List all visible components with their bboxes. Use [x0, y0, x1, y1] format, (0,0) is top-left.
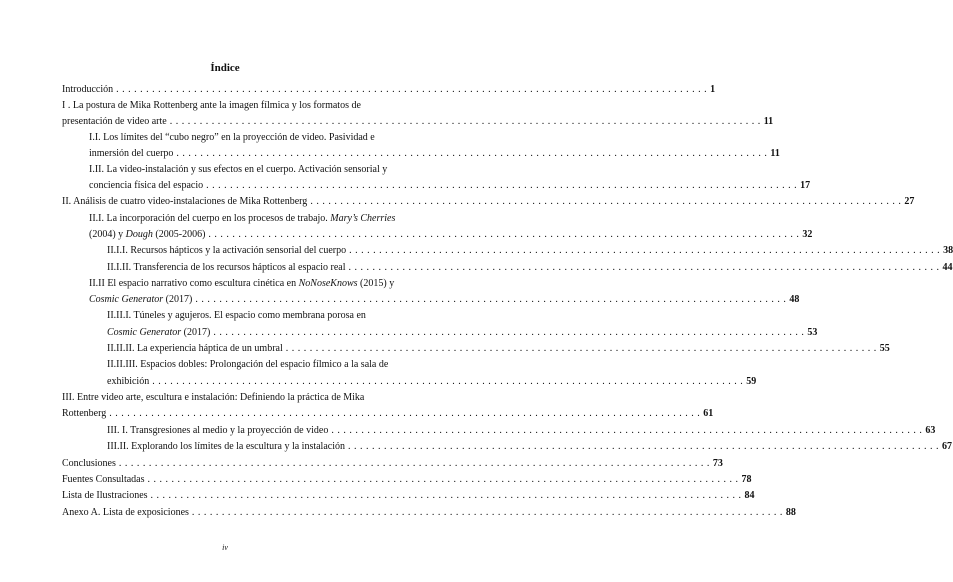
page-number: iv: [222, 543, 228, 552]
toc-entry-title: Cosmic Generator (2017): [107, 327, 211, 338]
dot-leader: . . . . . . . . . . . . . . . . . . . . . . . . . . . . . . . . . . . . . . . . . . . . . . . . . . . . . . . . . . . . . . . . . . . . . . . . . . . . . . . . . . . . . . . . . . . . . . . . . . .: [109, 408, 701, 419]
dot-leader: . . . . . . . . . . . . . . . . . . . . . . . . . . . . . . . . . . . . . . . . . . . . . . . . . . . . . . . . . . . . . . . . . . . . . . . . . . . . . . . . . . . . . . . . . . . . . . . . . . .: [147, 474, 739, 485]
toc-entry: [62, 390, 405, 406]
toc-entry: [89, 211, 405, 227]
dot-leader: . . . . . . . . . . . . . . . . . . . . . . . . . . . . . . . . . . . . . . . . . . . . . . . . . . . . . . . . . . . . . . . . . . . . . . . . . . . . . . . . . . . . . . . . . . . . . . . . . . .: [349, 245, 941, 256]
toc-page-number: 44: [942, 262, 953, 273]
toc-entry-title: Cosmic Generator (2017): [89, 294, 193, 305]
toc-entry-title: II.II El espacio narrativo como escultura cinética en NoNoseKnows (2015) y: [89, 278, 395, 289]
toc-entry-title: Anexo A. Lista de exposiciones: [62, 507, 189, 518]
toc-entry-title: Rottenberg: [62, 408, 107, 419]
toc-entry-title: II. Análisis de cuatro video-instalaciones de Mika Rottenberg: [62, 196, 308, 207]
toc-page-number: 53: [807, 327, 818, 338]
toc-entry: [62, 488, 755, 504]
toc-entry-title: conciencia física del espacio: [89, 180, 204, 191]
dot-leader: . . . . . . . . . . . . . . . . . . . . . . . . . . . . . . . . . . . . . . . . . . . . . . . . . . . . . . . . . . . . . . . . . . . . . . . . . . . . . . . . . . . . . . . . . . . . . . . . . . .: [310, 196, 902, 207]
toc-entry: [107, 374, 757, 390]
toc-page-number: 1: [710, 84, 716, 95]
toc-page-number: 32: [802, 229, 813, 240]
dot-leader: . . . . . . . . . . . . . . . . . . . . . . . . . . . . . . . . . . . . . . . . . . . . . . . . . . . . . . . . . . . . . . . . . . . . . . . . . . . . . . . . . . . . . . . . . . . . . . . . . . .: [347, 441, 939, 452]
toc-entry: [62, 472, 752, 488]
toc-entry-title: II.I.I. Recursos hápticos y la activación sensorial del cuerpo: [107, 245, 347, 256]
toc-entry-title: I.I. Los límites del “cubo negro” en la proyección de video. Pasividad e: [89, 132, 375, 143]
toc-entry: [107, 357, 405, 373]
dot-leader: . . . . . . . . . . . . . . . . . . . . . . . . . . . . . . . . . . . . . . . . . . . . . . . . . . . . . . . . . . . . . . . . . . . . . . . . . . . . . . . . . . . . . . . . . . . . . . . . . . .: [331, 425, 923, 436]
dot-leader: . . . . . . . . . . . . . . . . . . . . . . . . . . . . . . . . . . . . . . . . . . . . . . . . . . . . . . . . . . . . . . . . . . . . . . . . . . . . . . . . . . . . . . . . . . . . . . . . . . .: [195, 294, 787, 305]
toc-entry: [107, 325, 818, 341]
dot-leader: . . . . . . . . . . . . . . . . . . . . . . . . . . . . . . . . . . . . . . . . . . . . . . . . . . . . . . . . . . . . . . . . . . . . . . . . . . . . . . . . . . . . . . . . . . . . . . . . . . .: [213, 327, 805, 338]
toc-page-number: 38: [943, 245, 953, 256]
toc-entry-title: II.II.III. Espacios dobles: Prolongación del espacio fílmico a la sala de: [107, 359, 389, 370]
toc-entry: [107, 341, 890, 357]
toc-page-number: 63: [925, 425, 936, 436]
toc-entry: [89, 130, 405, 146]
toc-entry-title: II.I. La incorporación del cuerpo en los procesos de trabajo. Mary’s Cherries: [89, 213, 396, 224]
toc-page-number: 78: [741, 474, 752, 485]
toc-entry-title: Introducción: [62, 84, 114, 95]
toc-entry: [62, 194, 915, 210]
toc-entry: [89, 178, 811, 194]
toc-page-number: 88: [785, 507, 796, 518]
dot-leader: . . . . . . . . . . . . . . . . . . . . . . . . . . . . . . . . . . . . . . . . . . . . . . . . . . . . . . . . . . . . . . . . . . . . . . . . . . . . . . . . . . . . . . . . . . . . . . . . . . .: [176, 148, 768, 159]
toc-entry-title: I . La postura de Mika Rottenberg ante la imagen fílmica y los formatos de: [62, 100, 361, 111]
toc-entry: [107, 308, 405, 324]
dot-leader: . . . . . . . . . . . . . . . . . . . . . . . . . . . . . . . . . . . . . . . . . . . . . . . . . . . . . . . . . . . . . . . . . . . . . . . . . . . . . . . . . . . . . . . . . . . . . . . . . . .: [206, 180, 798, 191]
dot-leader: . . . . . . . . . . . . . . . . . . . . . . . . . . . . . . . . . . . . . . . . . . . . . . . . . . . . . . . . . . . . . . . . . . . . . . . . . . . . . . . . . . . . . . . . . . . . . . . . . . .: [191, 507, 783, 518]
toc-page-number: 59: [746, 376, 757, 387]
dot-leader: . . . . . . . . . . . . . . . . . . . . . . . . . . . . . . . . . . . . . . . . . . . . . . . . . . . . . . . . . . . . . . . . . . . . . . . . . . . . . . . . . . . . . . . . . . . . . . . . . . .: [348, 262, 940, 273]
toc-entry: [107, 439, 952, 455]
toc-entry: [89, 146, 780, 162]
toc-entry: [62, 82, 716, 98]
toc-entry-title: III.II. Explorando los límites de la escultura y la instalación: [107, 441, 345, 452]
toc-entry-title: presentación de video arte: [62, 116, 167, 127]
toc-page-number: 27: [904, 196, 915, 207]
toc-page-number: 11: [770, 148, 780, 159]
toc-page-number: 17: [800, 180, 811, 191]
toc-entry: [89, 227, 813, 243]
page-title: Índice: [210, 62, 240, 74]
toc-page-number: 67: [941, 441, 952, 452]
dot-leader: . . . . . . . . . . . . . . . . . . . . . . . . . . . . . . . . . . . . . . . . . . . . . . . . . . . . . . . . . . . . . . . . . . . . . . . . . . . . . . . . . . . . . . . . . . . . . . . . . . .: [118, 458, 710, 469]
toc-entry-title: exhibición: [107, 376, 150, 387]
toc-entry: [62, 114, 774, 130]
toc-entry: [62, 456, 723, 472]
toc-entry-title: II.II.I. Túneles y agujeros. El espacio como membrana porosa en: [107, 310, 366, 321]
toc-page-number: 48: [789, 294, 800, 305]
toc-entry-title: II.II.II. La experiencia háptica de un umbral: [107, 343, 283, 354]
toc-entry: [89, 162, 405, 178]
toc-entry-title: III. Entre video arte, escultura e instalación: Definiendo la práctica de Mika: [62, 392, 365, 403]
toc-entry-title: III. I. Transgresiones al medio y la proyección de video: [107, 425, 329, 436]
toc-entry-title: I.II. La video-instalación y sus efectos en el cuerpo. Activación sensorial y: [89, 164, 388, 175]
toc-entry: [62, 505, 796, 521]
toc-page-number: 73: [712, 458, 723, 469]
toc-entry-title: inmersión del cuerpo: [89, 148, 174, 159]
toc-entry-title: (2004) y Dough (2005-2006): [89, 229, 206, 240]
toc-page-number: 55: [879, 343, 890, 354]
dot-leader: . . . . . . . . . . . . . . . . . . . . . . . . . . . . . . . . . . . . . . . . . . . . . . . . . . . . . . . . . . . . . . . . . . . . . . . . . . . . . . . . . . . . . . . . . . . . . . . . . . .: [169, 116, 761, 127]
toc-entry: [107, 423, 936, 439]
toc-page-number: 11: [763, 116, 774, 127]
dot-leader: . . . . . . . . . . . . . . . . . . . . . . . . . . . . . . . . . . . . . . . . . . . . . . . . . . . . . . . . . . . . . . . . . . . . . . . . . . . . . . . . . . . . . . . . . . . . . . . . . . .: [152, 376, 744, 387]
toc-entry-title: II.I.II. Transferencia de los recursos hápticos al espacio real: [107, 262, 346, 273]
toc-entry: [89, 276, 405, 292]
toc-entry-title: Fuentes Consultadas: [62, 474, 145, 485]
toc-entry-title: Conclusiones: [62, 458, 116, 469]
toc-entry-title: Lista de Ilustraciones: [62, 490, 148, 501]
dot-leader: . . . . . . . . . . . . . . . . . . . . . . . . . . . . . . . . . . . . . . . . . . . . . . . . . . . . . . . . . . . . . . . . . . . . . . . . . . . . . . . . . . . . . . . . . . . . . . . . . . .: [150, 490, 742, 501]
dot-leader: . . . . . . . . . . . . . . . . . . . . . . . . . . . . . . . . . . . . . . . . . . . . . . . . . . . . . . . . . . . . . . . . . . . . . . . . . . . . . . . . . . . . . . . . . . . . . . . . . . .: [208, 229, 800, 240]
toc-entry: [107, 260, 953, 276]
toc-page-number: 61: [703, 408, 714, 419]
toc-entry: [62, 98, 405, 114]
dot-leader: . . . . . . . . . . . . . . . . . . . . . . . . . . . . . . . . . . . . . . . . . . . . . . . . . . . . . . . . . . . . . . . . . . . . . . . . . . . . . . . . . . . . . . . . . . . . . . . . . . .: [116, 84, 708, 95]
toc-entry: [89, 292, 800, 308]
dot-leader: . . . . . . . . . . . . . . . . . . . . . . . . . . . . . . . . . . . . . . . . . . . . . . . . . . . . . . . . . . . . . . . . . . . . . . . . . . . . . . . . . . . . . . . . . . . . . . . . . . .: [285, 343, 877, 354]
toc-entry: [62, 406, 714, 422]
toc-page-number: 84: [744, 490, 755, 501]
toc-entry: [107, 243, 953, 259]
